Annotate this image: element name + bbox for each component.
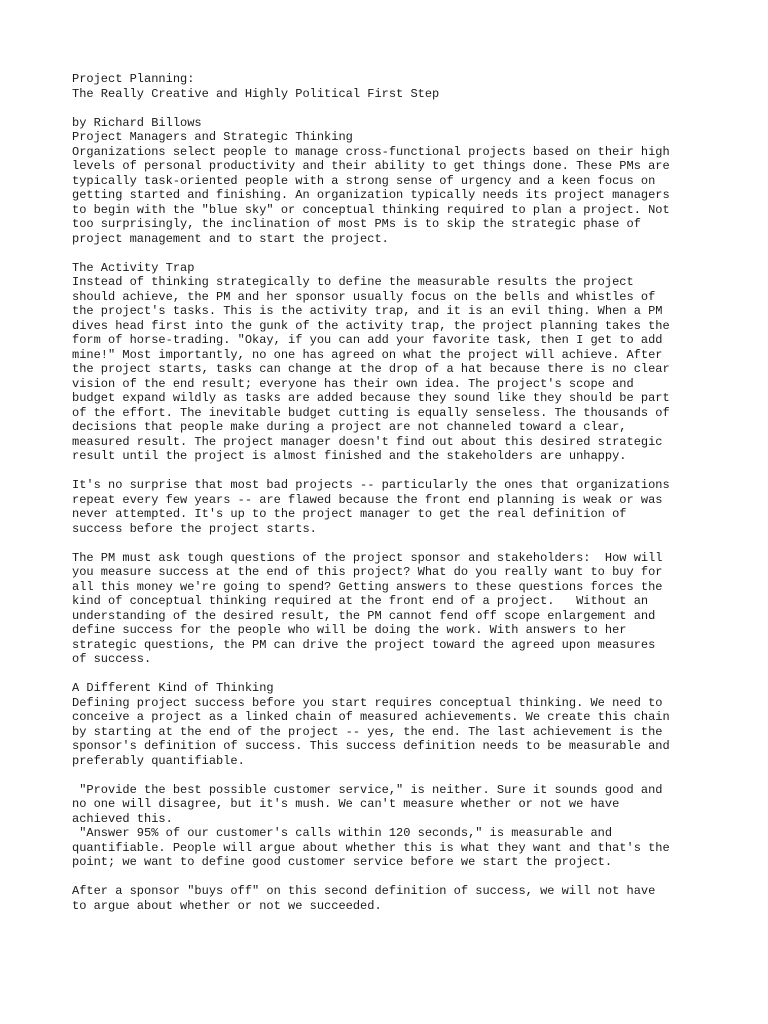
text-line: too surprisingly, the inclination of most PMs is to skip the strategic phase of xyxy=(72,217,641,231)
text-line: decisions that people make during a project are not channeled toward a clear, xyxy=(72,420,627,434)
title-line: Project Planning: xyxy=(72,72,195,86)
document-title xyxy=(72,72,712,101)
blank-line xyxy=(72,101,712,116)
text-line: levels of personal productivity and their ability to get things done. These PMs are xyxy=(72,159,670,173)
text-line: getting started and finishing. An organization typically needs its project managers xyxy=(72,188,670,202)
blank-line xyxy=(72,536,712,551)
subtitle-line: The Really Creative and Highly Political First Step xyxy=(72,86,440,101)
text-line: success before the project starts. xyxy=(72,521,317,536)
text-line: result until the project is almost finished and the stakeholders are unhappy. xyxy=(72,449,627,463)
text-line: should achieve, the PM and her sponsor usually focus on the bells and whistles of xyxy=(72,289,656,304)
blank-line xyxy=(72,870,712,885)
text-line: quantifiable. People will argue about whether this is what they want and that's the xyxy=(72,840,670,855)
paragraph xyxy=(72,551,712,667)
paragraph xyxy=(72,478,712,536)
text-line: conceive a project as a linked chain of measured achievements. We create this chain xyxy=(72,710,670,724)
paragraph xyxy=(72,261,712,464)
text-line: After a sponsor "buys off" on this second definition of success, we will not have xyxy=(72,884,656,898)
text-line: It's no surprise that most bad projects -- particularly the ones that organizations xyxy=(72,478,670,492)
text-line: you measure success at the end of this project? What do you really want to buy for xyxy=(72,565,663,579)
text-line: never attempted. It's up to the project manager to get the real definition of xyxy=(72,507,627,521)
text-line: no one will disagree, but it's mush. We can't measure whether or not we have xyxy=(72,797,620,811)
document-page xyxy=(72,72,712,913)
paragraph xyxy=(72,884,712,913)
text-line: achieved this. xyxy=(72,811,173,826)
text-line: project management and to start the project. xyxy=(72,231,389,246)
text-line: The PM must ask tough questions of the project sponsor and stakeholders: How will xyxy=(72,550,663,565)
text-line: all this money we're going to spend? Getting answers to these questions forces the xyxy=(72,579,663,594)
byline-block xyxy=(72,116,712,145)
text-line: the project starts, tasks can change at the drop of a hat because there is no clear xyxy=(72,362,670,376)
text-line: sponsor's definition of success. This success definition needs to be measurable and xyxy=(72,739,670,753)
paragraph xyxy=(72,681,712,768)
document-body xyxy=(72,145,712,914)
text-line: "Provide the best possible customer service," is neither. Sure it sounds good and xyxy=(72,782,663,797)
blank-line xyxy=(72,768,712,783)
author-line: by Richard Billows xyxy=(72,115,202,130)
text-line: Instead of thinking strategically to define the measurable results the project xyxy=(72,275,634,289)
blank-line xyxy=(72,464,712,479)
text-line: repeat every few years -- are flawed because the front end planning is weak or was xyxy=(72,492,663,507)
text-line: dives head first into the gunk of the activity trap, the project planning takes the xyxy=(72,318,670,333)
text-line: strategic questions, the PM can drive the project toward the agreed upon measures xyxy=(72,637,656,652)
section-heading: Project Managers and Strategic Thinking xyxy=(72,130,353,144)
text-line: point; we want to define good customer service before we start the project. xyxy=(72,855,613,869)
text-line: form of horse-trading. "Okay, if you can add your favorite task, then I get to add xyxy=(72,333,663,347)
text-line: mine!" Most importantly, no one has agreed on what the project will achieve. After xyxy=(72,347,663,362)
text-line: typically task-oriented people with a strong sense of urgency and a keen focus on xyxy=(72,173,656,188)
text-line: by starting at the end of the project -- yes, the end. The last achievement is the xyxy=(72,724,663,739)
text-line: vision of the end result; everyone has their own idea. The project's scope and xyxy=(72,376,634,391)
text-line: budget expand wildly as tasks are added because they sound like they should be part xyxy=(72,391,670,405)
text-line: define success for the people who will be doing the work. With answers to her xyxy=(72,623,627,637)
text-line: "Answer 95% of our customer's calls within 120 seconds," is measurable and xyxy=(72,826,613,840)
text-line: measured result. The project manager doesn't find out about this desired strategic xyxy=(72,434,663,449)
text-line: the project's tasks. This is the activity trap, and it is an evil thing. When a PM xyxy=(72,304,663,318)
paragraph xyxy=(72,145,712,247)
text-line: kind of conceptual thinking required at the front end of a project. Without an xyxy=(72,594,649,608)
blank-line xyxy=(72,246,712,261)
text-line: of the effort. The inevitable budget cutting is equally senseless. The thousands of xyxy=(72,405,670,420)
text-line: to begin with the "blue sky" or conceptual thinking required to plan a project. Not xyxy=(72,202,670,217)
text-line: to argue about whether or not we succeeded. xyxy=(72,898,382,913)
text-line: Organizations select people to manage cross-functional projects based on their high xyxy=(72,144,670,159)
text-line: The Activity Trap xyxy=(72,260,195,275)
paragraph xyxy=(72,783,712,870)
text-line: of success. xyxy=(72,652,152,666)
text-line: understanding of the desired result, the PM cannot fend off scope enlargement and xyxy=(72,608,656,623)
blank-line xyxy=(72,667,712,682)
text-line: preferably quantifiable. xyxy=(72,753,245,768)
text-line: Defining project success before you start requires conceptual thinking. We need to xyxy=(72,695,663,710)
text-line: A Different Kind of Thinking xyxy=(72,681,274,695)
